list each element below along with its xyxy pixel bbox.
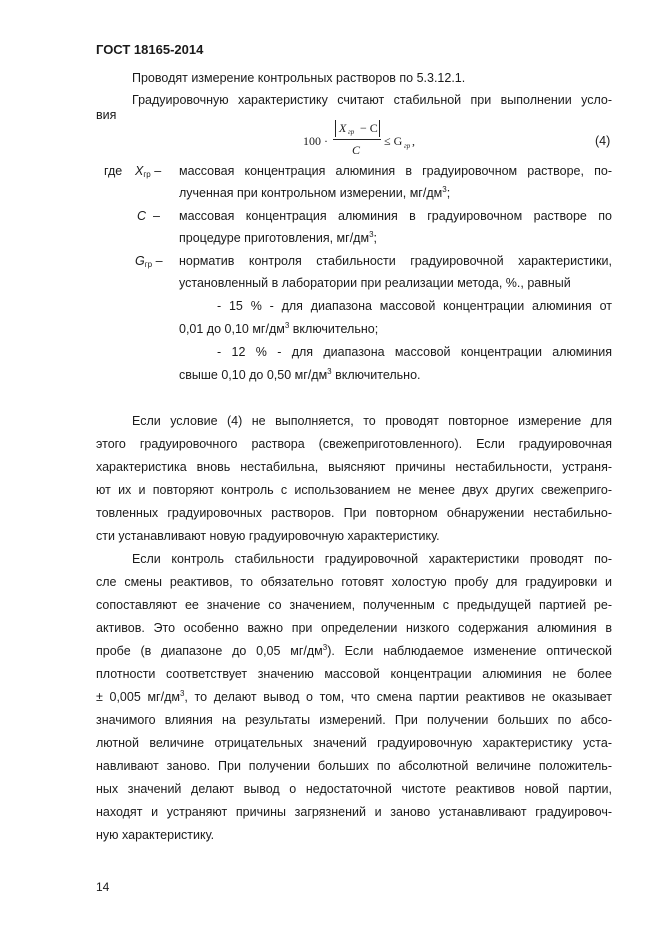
para2-line: сле смены реактивов, то обязательно готовят холостую пробу для градуировки и xyxy=(96,575,612,589)
intro-line-1: Проводят измерение контрольных растворов по 5.3.12.1. xyxy=(132,71,466,85)
para1-line: товленных градуировочных растворов. При повторном обнаружении нестабильно- xyxy=(96,506,612,520)
def-c-line-2: процедуре приготовления, $мг/дм^3$; xyxy=(179,230,378,245)
formula-number: (4) xyxy=(595,134,611,148)
para2-line: находят и устраняют причины загрязнений и заново устанавливают градуировоч- xyxy=(96,805,612,819)
formula-abs-right-bar xyxy=(379,120,380,137)
para2-line: Если контроль стабильности градуировочной характеристики проводят по- xyxy=(132,552,612,566)
formula-leq-g: ≤ G xyxy=(384,134,403,148)
formula-minus-c: − C xyxy=(360,121,378,135)
formula-abs-left-bar xyxy=(335,120,336,137)
para2-line: лютной величине отрицательных значений градуировочную характеристику уста- xyxy=(96,736,612,750)
where-label: где xyxy=(104,164,123,178)
intro-line-3: вия xyxy=(96,108,117,122)
document-header: ГОСТ 18165-2014 xyxy=(96,42,204,57)
page-number: 14 xyxy=(96,880,110,894)
bullet-12-line-2: свыше 0,10 до 0,50 $мг/дм^3$ включительно. xyxy=(179,367,421,382)
para2-line: сопоставляют ее значение со значением, полученным с предыдущей партией ре- xyxy=(96,598,612,612)
para2-line: ± 0,005 $мг/дм^3$, то делают вывод о том, что смена партии реактивов не оказывает xyxy=(96,689,613,704)
formula-x-sub: гр xyxy=(348,128,355,136)
def-c-symbol: C – xyxy=(137,209,160,223)
def-g-symbol: $G_{гр}$ – xyxy=(135,254,163,269)
formula-g-sub: гр xyxy=(404,142,411,150)
para2-line: ных значений делают вывод о недостаточной чистоте реактивов новой партии, xyxy=(96,782,612,796)
formula-4 xyxy=(303,120,443,165)
formula-fraction-bar xyxy=(333,139,381,140)
para1-line: Если условие (4) не выполняется, то проводят повторное измерение для xyxy=(132,414,612,428)
para1-line: характеристика вновь нестабильна, выясняют причины нестабильности, устраня- xyxy=(96,460,612,474)
def-c-line-1: массовая концентрация алюминия в градуировочном растворе по xyxy=(179,209,612,223)
para2-line: значимого влияния на результаты измерений. При получении больших по абсо- xyxy=(96,713,612,727)
bullet-15-line-1: - 15 % - для диапазона массовой концентрации алюминия от xyxy=(217,299,612,313)
para1-line: сти устанавливают новую градуировочную характеристику. xyxy=(96,529,440,543)
formula-x: X xyxy=(339,121,347,135)
para2-line: навливают заново. При получении больших по абсолютной величине положитель- xyxy=(96,759,612,773)
formula-coef: 100 · xyxy=(303,134,328,148)
bullet-12-line-1: - 12 % - для диапазона массовой концентрации алюминия xyxy=(217,345,612,359)
formula-denominator: C xyxy=(352,143,361,157)
def-x-symbol: $X_{гр}$ – xyxy=(135,164,162,179)
formula-tail: , xyxy=(412,134,415,148)
def-g-line-2: установленный в лаборатории при реализации метода, %., равный xyxy=(179,276,571,290)
intro-line-2: Градуировочную характеристику считают стабильной при выполнении усло- xyxy=(132,93,612,107)
para2-line: плотности соответствует значению массовой концентрации алюминия не более xyxy=(96,667,612,681)
def-x-line-2: лученная при контрольном измерении, $мг/дм^3$; xyxy=(179,185,451,200)
def-x-line-1: массовая концентрация алюминия в градуировочном растворе, по- xyxy=(179,164,612,178)
para2-line: активов. Это особенно важно при определении низкого содержания алюминия в xyxy=(96,621,612,635)
para1-line: этого градуировочного раствора (свежеприготовленного). Если градуировочная xyxy=(96,437,612,451)
para1-line: ют их и повторяют контроль с использованием не менее двух других свежеприго- xyxy=(96,483,612,497)
def-g-line-1: норматив контроля стабильности градуировочной характеристики, xyxy=(179,254,612,268)
para2-line: пробе (в диапазоне до 0,05 $мг/дм^3$). Если наблюдаемое изменение оптической xyxy=(96,643,612,658)
para2-line: ную характеристику. xyxy=(96,828,215,842)
bullet-15-line-2: 0,01 до 0,10 $мг/дм^3$ включительно; xyxy=(179,321,379,336)
